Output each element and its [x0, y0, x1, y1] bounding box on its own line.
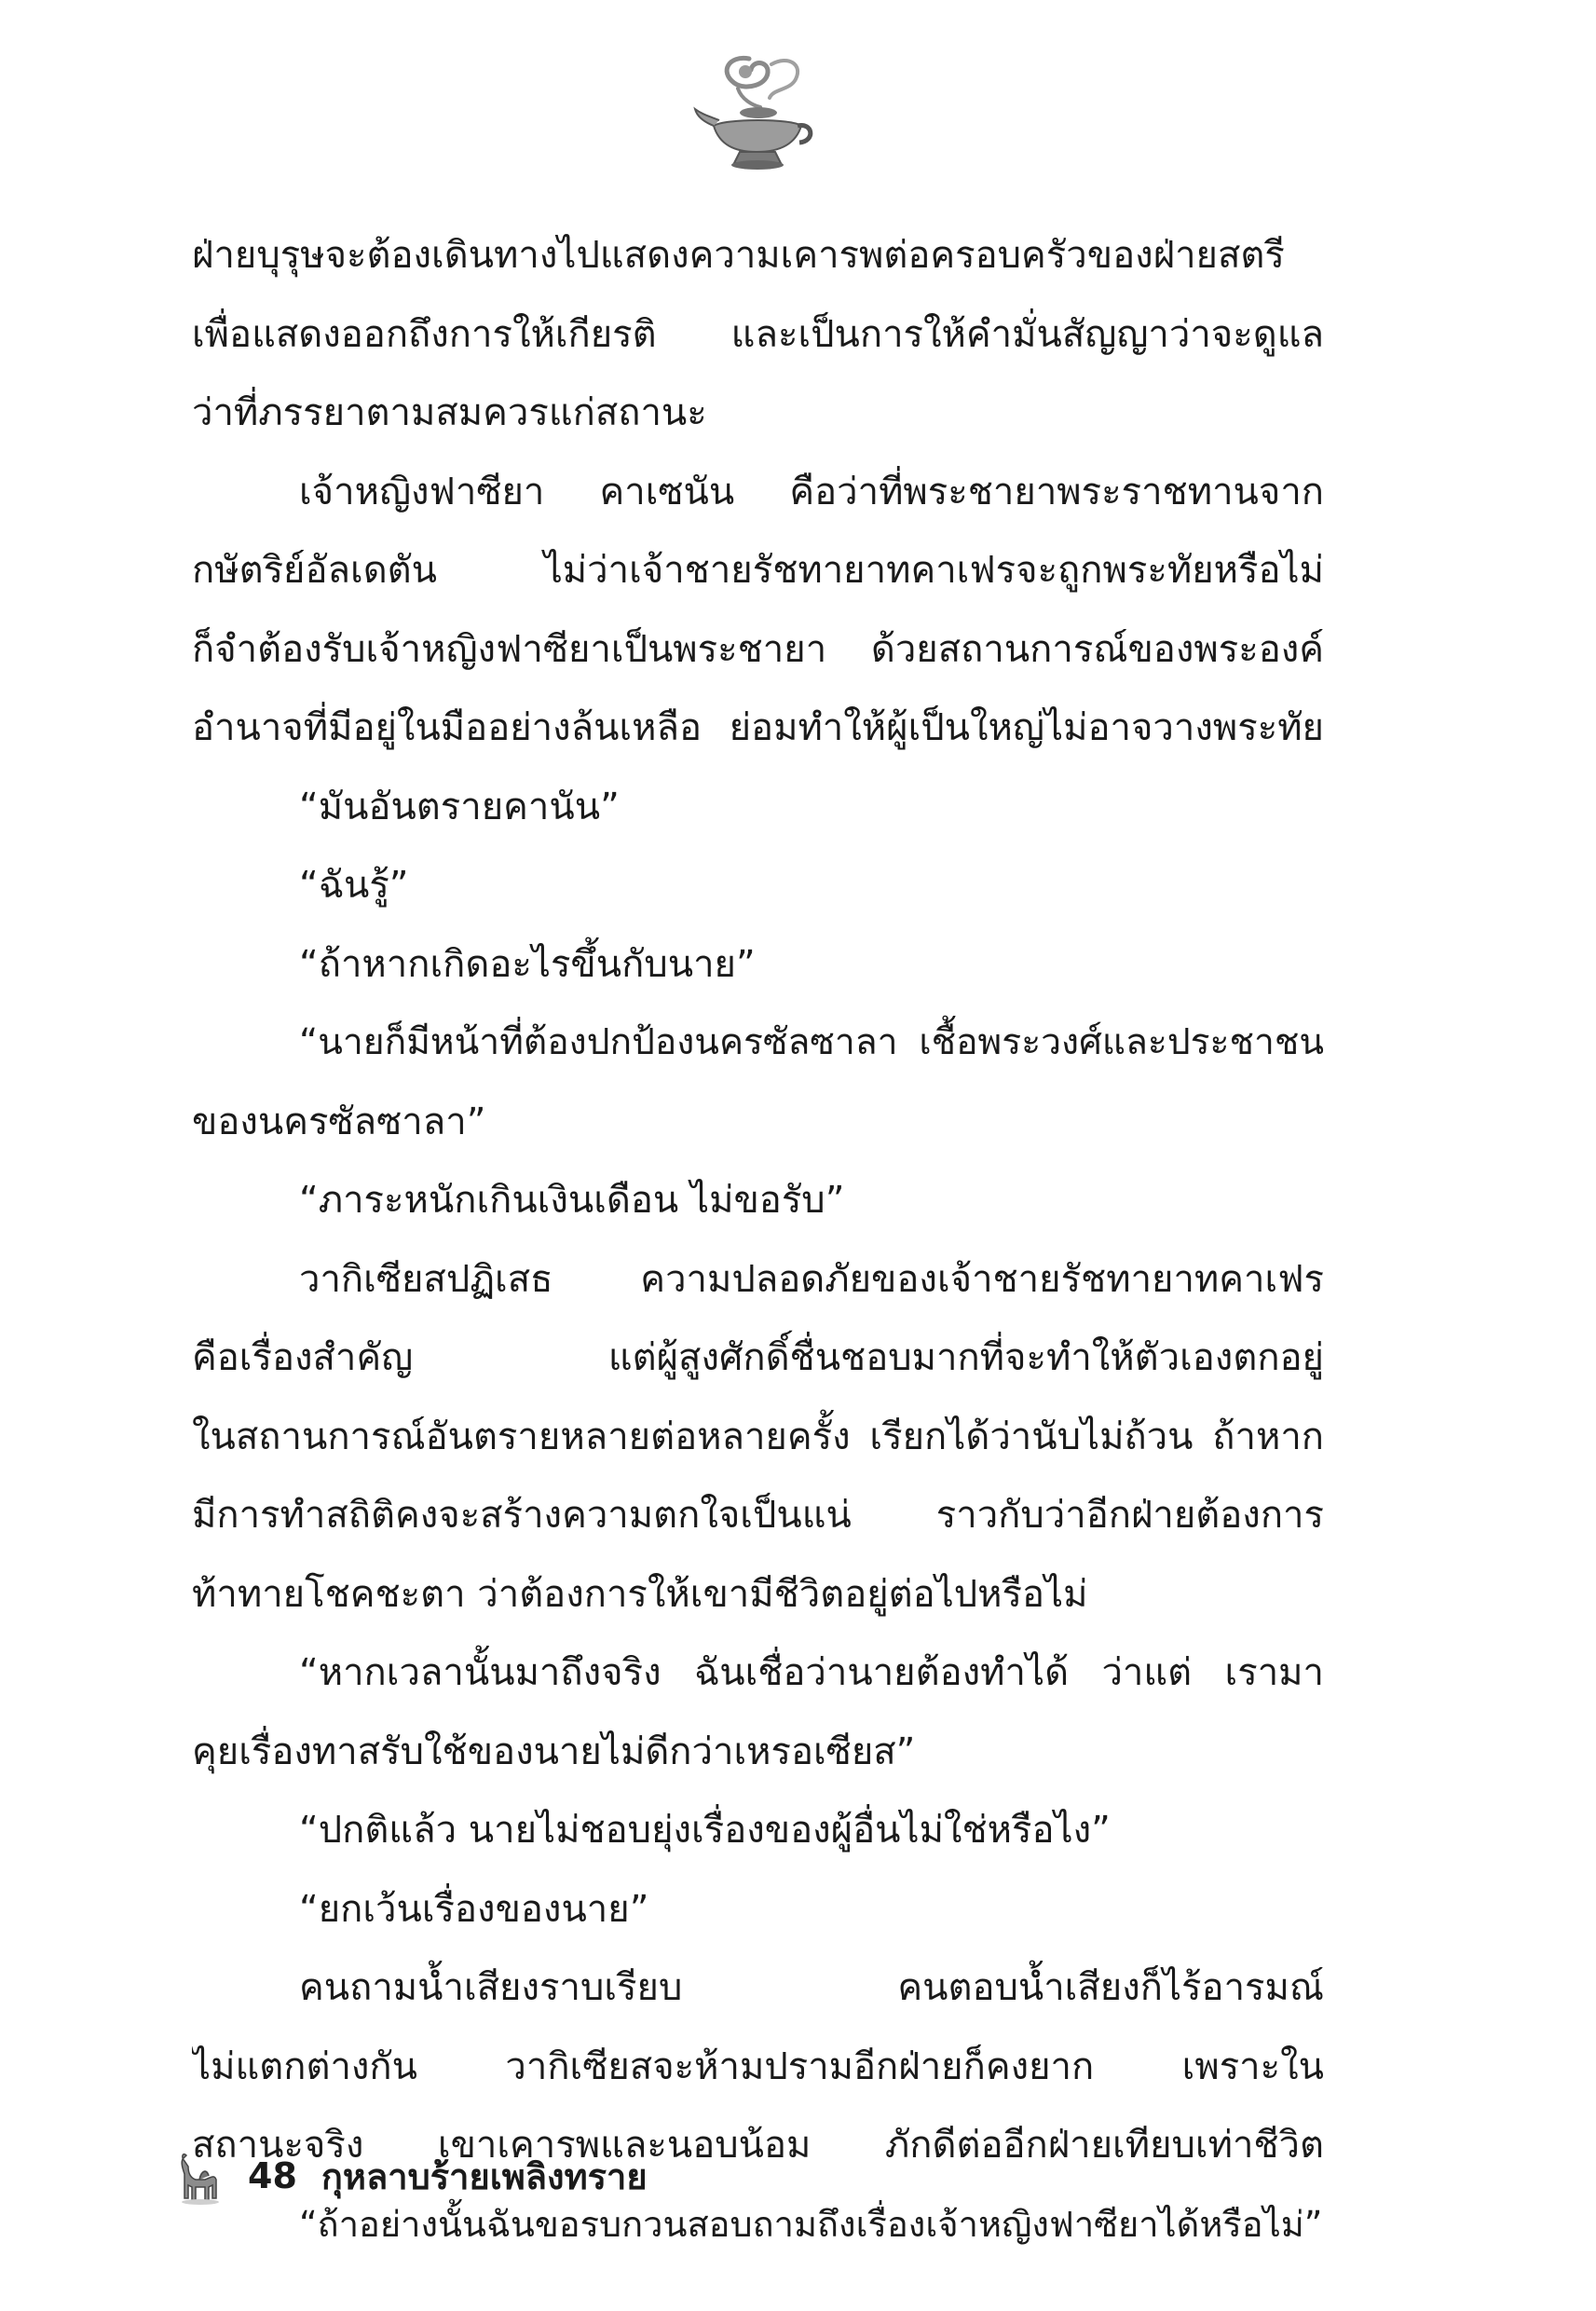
page-number: 48 — [248, 2155, 297, 2196]
genie-lamp-icon — [691, 51, 817, 172]
camel-icon — [177, 2146, 224, 2206]
text-line: “ถ้าหากเกิดอะไรขึ้นกับนาย” — [299, 942, 756, 986]
text-line: “นายก็มีหน้าที่ต้องปกป้องนครซัลซาลา เชื้อพระวงศ์และประชาชน — [299, 1021, 1324, 1063]
text-line: “มันอันตรายคานัน” — [299, 785, 620, 828]
text-line: มีการทำสถิติคงจะสร้างความตกใจเป็นแน่ ราวกับว่าอีกฝ่ายต้องการ — [192, 1494, 1324, 1537]
text-line: “หากเวลานั้นมาถึงจริง ฉันเชื่อว่านายต้องทำได้ ว่าแต่ เรามา — [299, 1651, 1324, 1694]
text-line: เจ้าหญิงฟาซียา คาเซนัน คือว่าที่พระชายาพระราชทานจาก — [299, 470, 1324, 513]
text-line: คือเรื่องสำคัญ แต่ผู้สูงศักดิ์ชื่นชอบมากที่จะทำให้ตัวเองตกอยู่ — [192, 1336, 1324, 1379]
text-line: “ภาระหนักเกินเงินเดือน ไม่ขอรับ” — [299, 1179, 845, 1222]
text-line: ว่าที่ภรรยาตามสมควรแก่สถานะ — [192, 391, 707, 434]
text-line: คุยเรื่องทาสรับใช้ของนายไม่ดีกว่าเหรอเซียส” — [192, 1730, 916, 1773]
text-line: สถานะจริง เขาเคารพและนอบน้อม ภักดีต่ออีกฝ่ายเทียบเท่าชีวิต — [192, 2124, 1324, 2167]
text-line: “ปกติแล้ว นายไม่ชอบยุ่งเรื่องของผู้อื่นไม่ใช่หรือไง” — [299, 1809, 1111, 1852]
text-line: วากิเซียสปฏิเสธ ความปลอดภัยของเจ้าชายรัชทายาทคาเฟร — [299, 1257, 1324, 1301]
text-line: ของนครซัลซาลา” — [192, 1100, 486, 1143]
text-line: คนถามน้ำเสียงราบเรียบ คนตอบน้ำเสียงก็ไร้อารมณ์ — [299, 1966, 1324, 2009]
text-line: “ยกเว้นเรื่องของนาย” — [299, 1887, 649, 1931]
text-line: ก็จำต้องรับเจ้าหญิงฟาซียาเป็นพระชายา ด้วยสถานการณ์ของพระองค์ — [192, 627, 1324, 671]
text-line: เพื่อแสดงออกถึงการให้เกียรติ และเป็นการให้คำมั่นสัญญาว่าจะดูแล — [192, 312, 1324, 356]
text-line: “ถ้าอย่างนั้นฉันขอรบกวนสอบถามถึงเรื่องเจ้าหญิงฟาซียาได้หรือไม่” — [299, 2203, 1323, 2245]
text-line: กษัตริย์อัลเดตัน ไม่ว่าเจ้าชายรัชทายาทคาเฟรจะถูกพระทัยหรือไม่ — [192, 549, 1324, 592]
book-title: กุหลาบร้ายเพลิงทราย — [321, 2155, 648, 2197]
page-footer — [177, 2143, 648, 2208]
text-line: ในสถานการณ์อันตรายหลายต่อหลายครั้ง เรียกได้ว่านับไม่ถ้วน ถ้าหาก — [192, 1415, 1324, 1458]
text-line: อำนาจที่มีอยู่ในมืออย่างล้นเหลือ ย่อมทำให้ผู้เป็นใหญ่ไม่อาจวางพระทัย — [192, 706, 1324, 749]
text-line: ท้าทายโชคชะตา ว่าต้องการให้เขามีชีวิตอยู่ต่อไปหรือไม่ — [192, 1572, 1088, 1616]
text-line: ฝ่ายบุรุษจะต้องเดินทางไปแสดงความเคารพต่อครอบครัวของฝ่ายสตรี — [192, 234, 1285, 277]
body-text — [192, 216, 1324, 2263]
text-line: “ฉันรู้” — [299, 864, 409, 907]
text-line: ไม่แตกต่างกัน วากิเซียสจะห้ามปรามอีกฝ่ายก็คงยาก เพราะใน — [192, 2044, 1324, 2088]
